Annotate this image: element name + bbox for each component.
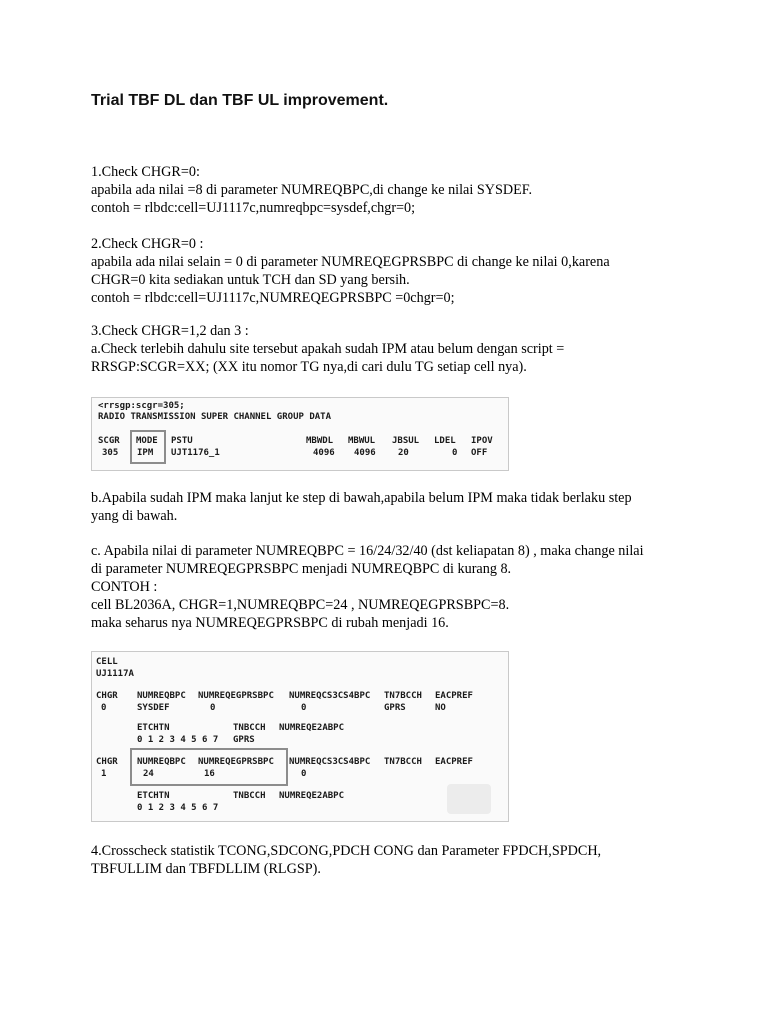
g1-col-tnbcch: TNBCCH [233,791,266,801]
screen1-command: <rrsgp:scgr=305; [98,401,185,411]
section-3b-line: yang di bawah. [91,508,178,524]
screen1-col-ipov: IPOV [471,436,493,446]
screen1-val-scgr: 305 [102,448,119,458]
g0-col-eacpref: EACPREF [435,691,473,701]
g0-col-numreqbpc: NUMREQBPC [137,691,186,701]
screen1-val-ipov: OFF [471,448,488,458]
g0-val-etchtn: 0 1 2 3 4 5 6 7 [137,735,219,745]
screen1-val-jbsul: 20 [398,448,409,458]
g1-col-numreqe2abpc: NUMREQE2ABPC [279,791,345,801]
screen1-val-ldel: 0 [452,448,458,458]
section-2-line: CHGR=0 kita sediakan untuk TCH dan SD yang bersih. [91,272,410,288]
g0-val-numreqcs3cs4bpc: 0 [301,703,307,713]
screen1-col-mbwdl: MBWDL [306,436,334,446]
g1-col-numreqegprsbpc: NUMREQEGPRSBPC [198,757,274,767]
g0-col-numreqegprsbpc: NUMREQEGPRSBPC [198,691,274,701]
screen2-cell-label: CELL [96,657,118,667]
screen1-col-mode: MODE [136,436,158,446]
g0-col-tnbcch: TNBCCH [233,723,266,733]
section-4-line: 4.Crosscheck statistik TCONG,SDCONG,PDCH CONG dan Parameter FPDCH,SPDCH, [91,843,602,859]
g0-val-eacpref: NO [435,703,446,713]
section-3c-line: di parameter NUMREQEGPRSBPC menjadi NUMREQBPC di kurang 8. [91,561,512,577]
section-2-line: 2.Check CHGR=0 : [91,236,204,252]
section-2-line: apabila ada nilai selain = 0 di parameter NUMREQEGPRSBPC di change ke nilai 0,karena [91,254,610,270]
section-3c-line: c. Apabila nilai di parameter NUMREQBPC = 16/24/32/40 (dst keliapatan 8) , maka change nilai [91,543,644,559]
numreq-highlight-box [130,748,288,786]
g1-val-etchtn: 0 1 2 3 4 5 6 7 [137,803,219,813]
screen1-col-scgr: SCGR [98,436,120,446]
rrsgp-output-screenshot [91,397,509,471]
g1-val-numreqegprsbpc: 16 [204,769,215,779]
section-1-line: contoh = rlbdc:cell=UJ1117c,numreqbpc=sysdef,chgr=0; [91,200,416,216]
screen1-col-mbwul: MBWUL [348,436,376,446]
g1-col-numreqbpc: NUMREQBPC [137,757,186,767]
section-3c-paragraph [91,542,691,632]
screen1-col-pstu: PSTU [171,436,193,446]
g0-val-numreqegprsbpc: 0 [210,703,216,713]
section-1-line: 1.Check CHGR=0: [91,164,200,180]
section-4-paragraph [91,842,691,878]
g1-col-numreqcs3cs4bpc: NUMREQCS3CS4BPC [289,757,371,767]
screen1-col-ldel: LDEL [434,436,456,446]
section-3c-line: cell BL2036A, CHGR=1,NUMREQBPC=24 , NUMREQEGPRSBPC=8. [91,597,510,613]
screen1-col-jbsul: JBSUL [392,436,420,446]
g1-val-chgr: 1 [101,769,107,779]
g0-val-tn7bcch: GPRS [384,703,406,713]
section-3b-line: b.Apabila sudah IPM maka lanjut ke step di bawah,apabila belum IPM maka tidak berlaku step [91,490,632,506]
document-title: Trial TBF DL dan TBF UL improvement. [91,92,389,109]
g0-col-chgr: CHGR [96,691,118,701]
section-3-line: a.Check terlebih dahulu site tersebut apakah sudah IPM atau belum dengan script = [91,341,565,357]
screen1-val-mbwdl: 4096 [313,448,335,458]
section-2-paragraph [91,235,691,307]
screen1-val-mbwul: 4096 [354,448,376,458]
screen1-val-pstu: UJT1176_1 [171,448,220,458]
section-1-paragraph [91,163,691,217]
g1-col-tn7bcch: TN7BCCH [384,757,422,767]
cell-chgr-output-screenshot [91,651,509,822]
g0-col-tn7bcch: TN7BCCH [384,691,422,701]
g0-col-etchtn: ETCHTN [137,723,170,733]
section-3-paragraph [91,322,691,376]
section-4-line: TBFULLIM dan TBFDLLIM (RLGSP). [91,861,321,877]
g1-val-numreqbpc: 24 [143,769,154,779]
g1-col-chgr: CHGR [96,757,118,767]
g1-val-numreqcs3cs4bpc: 0 [301,769,307,779]
section-2-line: contoh = rlbdc:cell=UJ1117c,NUMREQEGPRSBPC =0chgr=0; [91,290,455,306]
section-1-line: apabila ada nilai =8 di parameter NUMREQBPC,di change ke nilai SYSDEF. [91,182,533,198]
section-3c-line: maka seharus nya NUMREQEGPRSBPC di rubah menjadi 16. [91,615,449,631]
section-3c-line: CONTOH : [91,579,158,595]
section-3-line: 3.Check CHGR=1,2 dan 3 : [91,323,249,339]
section-3b-paragraph [91,489,691,525]
g0-col-numreqcs3cs4bpc: NUMREQCS3CS4BPC [289,691,371,701]
g0-val-chgr: 0 [101,703,107,713]
section-3-line: RRSGP:SCGR=XX; (XX itu nomor TG nya,di cari dulu TG setiap cell nya). [91,359,527,375]
g0-val-tnbcch: GPRS [233,735,255,745]
image-smudge [447,784,491,814]
screen2-cell-value: UJ1117A [96,669,134,679]
g0-col-numreqe2abpc: NUMREQE2ABPC [279,723,345,733]
g1-col-eacpref: EACPREF [435,757,473,767]
g0-val-numreqbpc: SYSDEF [137,703,170,713]
screen1-val-mode: IPM [137,448,154,458]
mode-highlight-box [130,430,166,464]
g1-col-etchtn: ETCHTN [137,791,170,801]
screen1-header: RADIO TRANSMISSION SUPER CHANNEL GROUP DATA [98,412,331,422]
